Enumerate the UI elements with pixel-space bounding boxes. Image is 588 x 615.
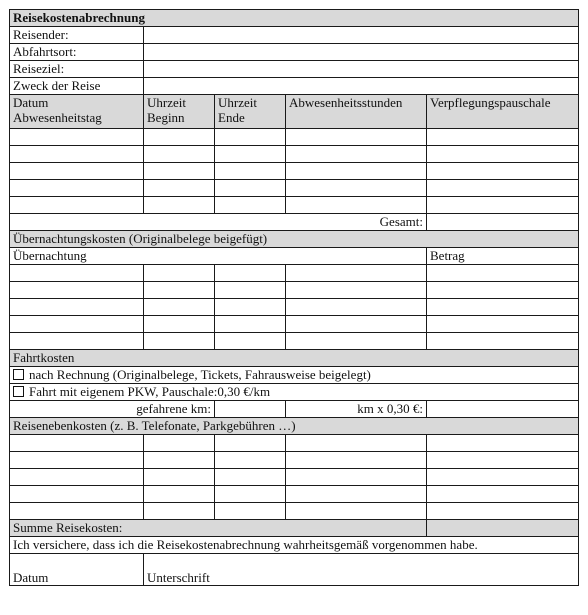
- travel-cell[interactable]: [427, 163, 579, 180]
- travel-cell[interactable]: [215, 129, 286, 146]
- option-car: [10, 384, 579, 401]
- travel-cell[interactable]: [144, 197, 215, 214]
- nebenkosten-row: [10, 503, 579, 520]
- nebenkosten-row: [10, 469, 579, 486]
- form-title-row: [10, 10, 579, 27]
- overnight-cell[interactable]: [286, 265, 427, 282]
- travel-cell[interactable]: [427, 197, 579, 214]
- overnight-cell[interactable]: [286, 333, 427, 350]
- travel-cell[interactable]: [10, 163, 144, 180]
- nebenkosten-cell[interactable]: [286, 503, 427, 520]
- travel-cell[interactable]: [286, 180, 427, 197]
- travel-cell[interactable]: [10, 129, 144, 146]
- nebenkosten-cell[interactable]: [215, 452, 286, 469]
- overnight-row: [10, 316, 579, 333]
- travel-cell[interactable]: [144, 163, 215, 180]
- purpose-label: Zweck der Reise: [10, 78, 144, 95]
- overnight-cell[interactable]: [10, 299, 144, 316]
- signature-field[interactable]: [144, 554, 579, 586]
- date-label: Datum: [13, 570, 49, 585]
- travel-cell[interactable]: [427, 180, 579, 197]
- receipt-checkbox[interactable]: [13, 369, 24, 380]
- overnight-cell[interactable]: [286, 282, 427, 299]
- overnight-cell[interactable]: [215, 333, 286, 350]
- nebenkosten-cell[interactable]: [144, 435, 215, 452]
- overnight-cell[interactable]: [215, 316, 286, 333]
- nebenkosten-cell[interactable]: [427, 486, 579, 503]
- nebenkosten-section-header: [10, 418, 579, 435]
- overnight-cell[interactable]: [215, 282, 286, 299]
- travel-cell[interactable]: [215, 197, 286, 214]
- nebenkosten-cell[interactable]: [427, 452, 579, 469]
- car-checkbox[interactable]: [13, 386, 24, 397]
- overnight-cell[interactable]: [427, 333, 579, 350]
- travel-cell[interactable]: [286, 129, 427, 146]
- fahrtkosten-section-title: Fahrtkosten: [10, 350, 579, 367]
- nebenkosten-cell[interactable]: [427, 503, 579, 520]
- travel-cell[interactable]: [10, 146, 144, 163]
- travel-row: [10, 129, 579, 146]
- sum-label: Summe Reisekosten:: [10, 520, 427, 537]
- departure-row: [10, 44, 579, 61]
- travel-cell[interactable]: [144, 129, 215, 146]
- nebenkosten-section-title: Reisenebenkosten (z. B. Telefonate, Parkgebühren …): [10, 418, 579, 435]
- km-row: [10, 401, 579, 418]
- overnight-column-header: [10, 248, 579, 265]
- overnight-cell[interactable]: [427, 282, 579, 299]
- travel-row: [10, 146, 579, 163]
- overnight-cell[interactable]: [427, 299, 579, 316]
- overnight-cell[interactable]: [10, 282, 144, 299]
- km-amount-field[interactable]: [427, 401, 579, 418]
- km-rate-label: km x 0,30 €:: [286, 401, 427, 418]
- overnight-cell[interactable]: [286, 299, 427, 316]
- nebenkosten-cell[interactable]: [286, 435, 427, 452]
- nebenkosten-cell[interactable]: [144, 486, 215, 503]
- sum-field[interactable]: [427, 520, 579, 537]
- destination-label: Reiseziel:: [10, 61, 144, 78]
- overnight-row: [10, 299, 579, 316]
- travel-row: [10, 163, 579, 180]
- nebenkosten-cell[interactable]: [144, 503, 215, 520]
- sum-row: [10, 520, 579, 537]
- col-header-date: [10, 95, 144, 129]
- overnight-row: [10, 282, 579, 299]
- car-option-label: Fahrt mit eigenem PKW, Pauschale:0,30 €/km: [29, 384, 271, 399]
- travel-cell[interactable]: [286, 163, 427, 180]
- overnight-section-header: [10, 231, 579, 248]
- nebenkosten-cell[interactable]: [10, 503, 144, 520]
- travel-cell[interactable]: [286, 146, 427, 163]
- purpose-row: [10, 78, 579, 95]
- col-header-date-line1: Datum: [13, 95, 49, 110]
- overnight-col-label: Übernachtung: [10, 248, 427, 265]
- travel-cell[interactable]: [427, 146, 579, 163]
- nebenkosten-row: [10, 486, 579, 503]
- nebenkosten-cell[interactable]: [286, 452, 427, 469]
- nebenkosten-cell[interactable]: [427, 469, 579, 486]
- fahrtkosten-option-row: [10, 384, 579, 401]
- overnight-cell[interactable]: [144, 282, 215, 299]
- nebenkosten-row: [10, 452, 579, 469]
- signature-label: Unterschrift: [147, 570, 210, 585]
- purpose-field[interactable]: [144, 78, 579, 95]
- fahrtkosten-section-header: [10, 350, 579, 367]
- signature-row: [10, 554, 579, 586]
- travel-total-field[interactable]: [427, 214, 579, 231]
- nebenkosten-cell[interactable]: [427, 435, 579, 452]
- traveler-label: Reisender:: [10, 27, 144, 44]
- travel-cell[interactable]: [427, 129, 579, 146]
- nebenkosten-cell[interactable]: [286, 486, 427, 503]
- departure-label: Abfahrtsort:: [10, 44, 144, 61]
- overnight-cell[interactable]: [10, 333, 144, 350]
- overnight-cell[interactable]: [286, 316, 427, 333]
- nebenkosten-cell[interactable]: [144, 452, 215, 469]
- travel-table-header: [10, 95, 579, 129]
- travel-cell[interactable]: [215, 180, 286, 197]
- nebenkosten-cell[interactable]: [10, 452, 144, 469]
- km-driven-field[interactable]: [215, 401, 286, 418]
- date-signature-field[interactable]: [10, 554, 144, 586]
- travel-total-row: [10, 214, 579, 231]
- departure-field[interactable]: [144, 44, 579, 61]
- nebenkosten-row: [10, 435, 579, 452]
- overnight-cell[interactable]: [427, 316, 579, 333]
- nebenkosten-cell[interactable]: [286, 469, 427, 486]
- km-driven-label: gefahrene km:: [10, 401, 215, 418]
- travel-cell[interactable]: [286, 197, 427, 214]
- destination-row: [10, 61, 579, 78]
- col-header-start-line1: Uhrzeit: [147, 95, 186, 110]
- col-header-end-line1: Uhrzeit: [218, 95, 257, 110]
- travel-row: [10, 180, 579, 197]
- travel-cell[interactable]: [215, 163, 286, 180]
- col-header-allowance: Verpflegungspauschale: [427, 95, 579, 129]
- nebenkosten-cell[interactable]: [215, 503, 286, 520]
- traveler-field[interactable]: [144, 27, 579, 44]
- col-header-end: [215, 95, 286, 129]
- nebenkosten-cell[interactable]: [10, 469, 144, 486]
- nebenkosten-cell[interactable]: [10, 486, 144, 503]
- declaration-row: [10, 537, 579, 554]
- overnight-cell[interactable]: [144, 316, 215, 333]
- declaration-text: Ich versichere, dass ich die Reisekostenabrechnung wahrheitsgemäß vorgenommen habe.: [10, 537, 579, 554]
- overnight-cell[interactable]: [10, 265, 144, 282]
- expense-form-table: [9, 9, 579, 586]
- travel-row: [10, 197, 579, 214]
- option-receipt: [10, 367, 579, 384]
- overnight-cell[interactable]: [144, 333, 215, 350]
- overnight-row: [10, 333, 579, 350]
- travel-cell[interactable]: [215, 146, 286, 163]
- overnight-row: [10, 265, 579, 282]
- overnight-section-title: Übernachtungskosten (Originalbelege beigefügt): [10, 231, 579, 248]
- nebenkosten-cell[interactable]: [215, 486, 286, 503]
- col-header-end-line2: Ende: [218, 110, 245, 125]
- travel-total-label: Gesamt:: [10, 214, 427, 231]
- overnight-cell[interactable]: [427, 265, 579, 282]
- overnight-cell[interactable]: [144, 299, 215, 316]
- overnight-cell[interactable]: [10, 316, 144, 333]
- overnight-cell[interactable]: [144, 265, 215, 282]
- overnight-cell[interactable]: [215, 299, 286, 316]
- form-title: Reisekostenabrechnung: [10, 10, 579, 27]
- col-header-start: [144, 95, 215, 129]
- destination-field[interactable]: [144, 61, 579, 78]
- travel-cell[interactable]: [144, 180, 215, 197]
- nebenkosten-cell[interactable]: [10, 435, 144, 452]
- travel-expense-form: [9, 9, 578, 606]
- fahrtkosten-option-row: [10, 367, 579, 384]
- traveler-row: [10, 27, 579, 44]
- nebenkosten-cell[interactable]: [215, 435, 286, 452]
- receipt-option-label: nach Rechnung (Originalbelege, Tickets, Fahrausweise beigelegt): [29, 367, 371, 382]
- col-header-start-line2: Beginn: [147, 110, 185, 125]
- overnight-cell[interactable]: [215, 265, 286, 282]
- col-header-hours: Abwesenheitsstunden: [286, 95, 427, 129]
- nebenkosten-cell[interactable]: [144, 469, 215, 486]
- travel-cell[interactable]: [144, 146, 215, 163]
- travel-cell[interactable]: [10, 180, 144, 197]
- col-header-date-line2: Abwesenheitstag: [13, 110, 102, 125]
- travel-cell[interactable]: [10, 197, 144, 214]
- overnight-amount-label: Betrag: [427, 248, 579, 265]
- nebenkosten-cell[interactable]: [215, 469, 286, 486]
